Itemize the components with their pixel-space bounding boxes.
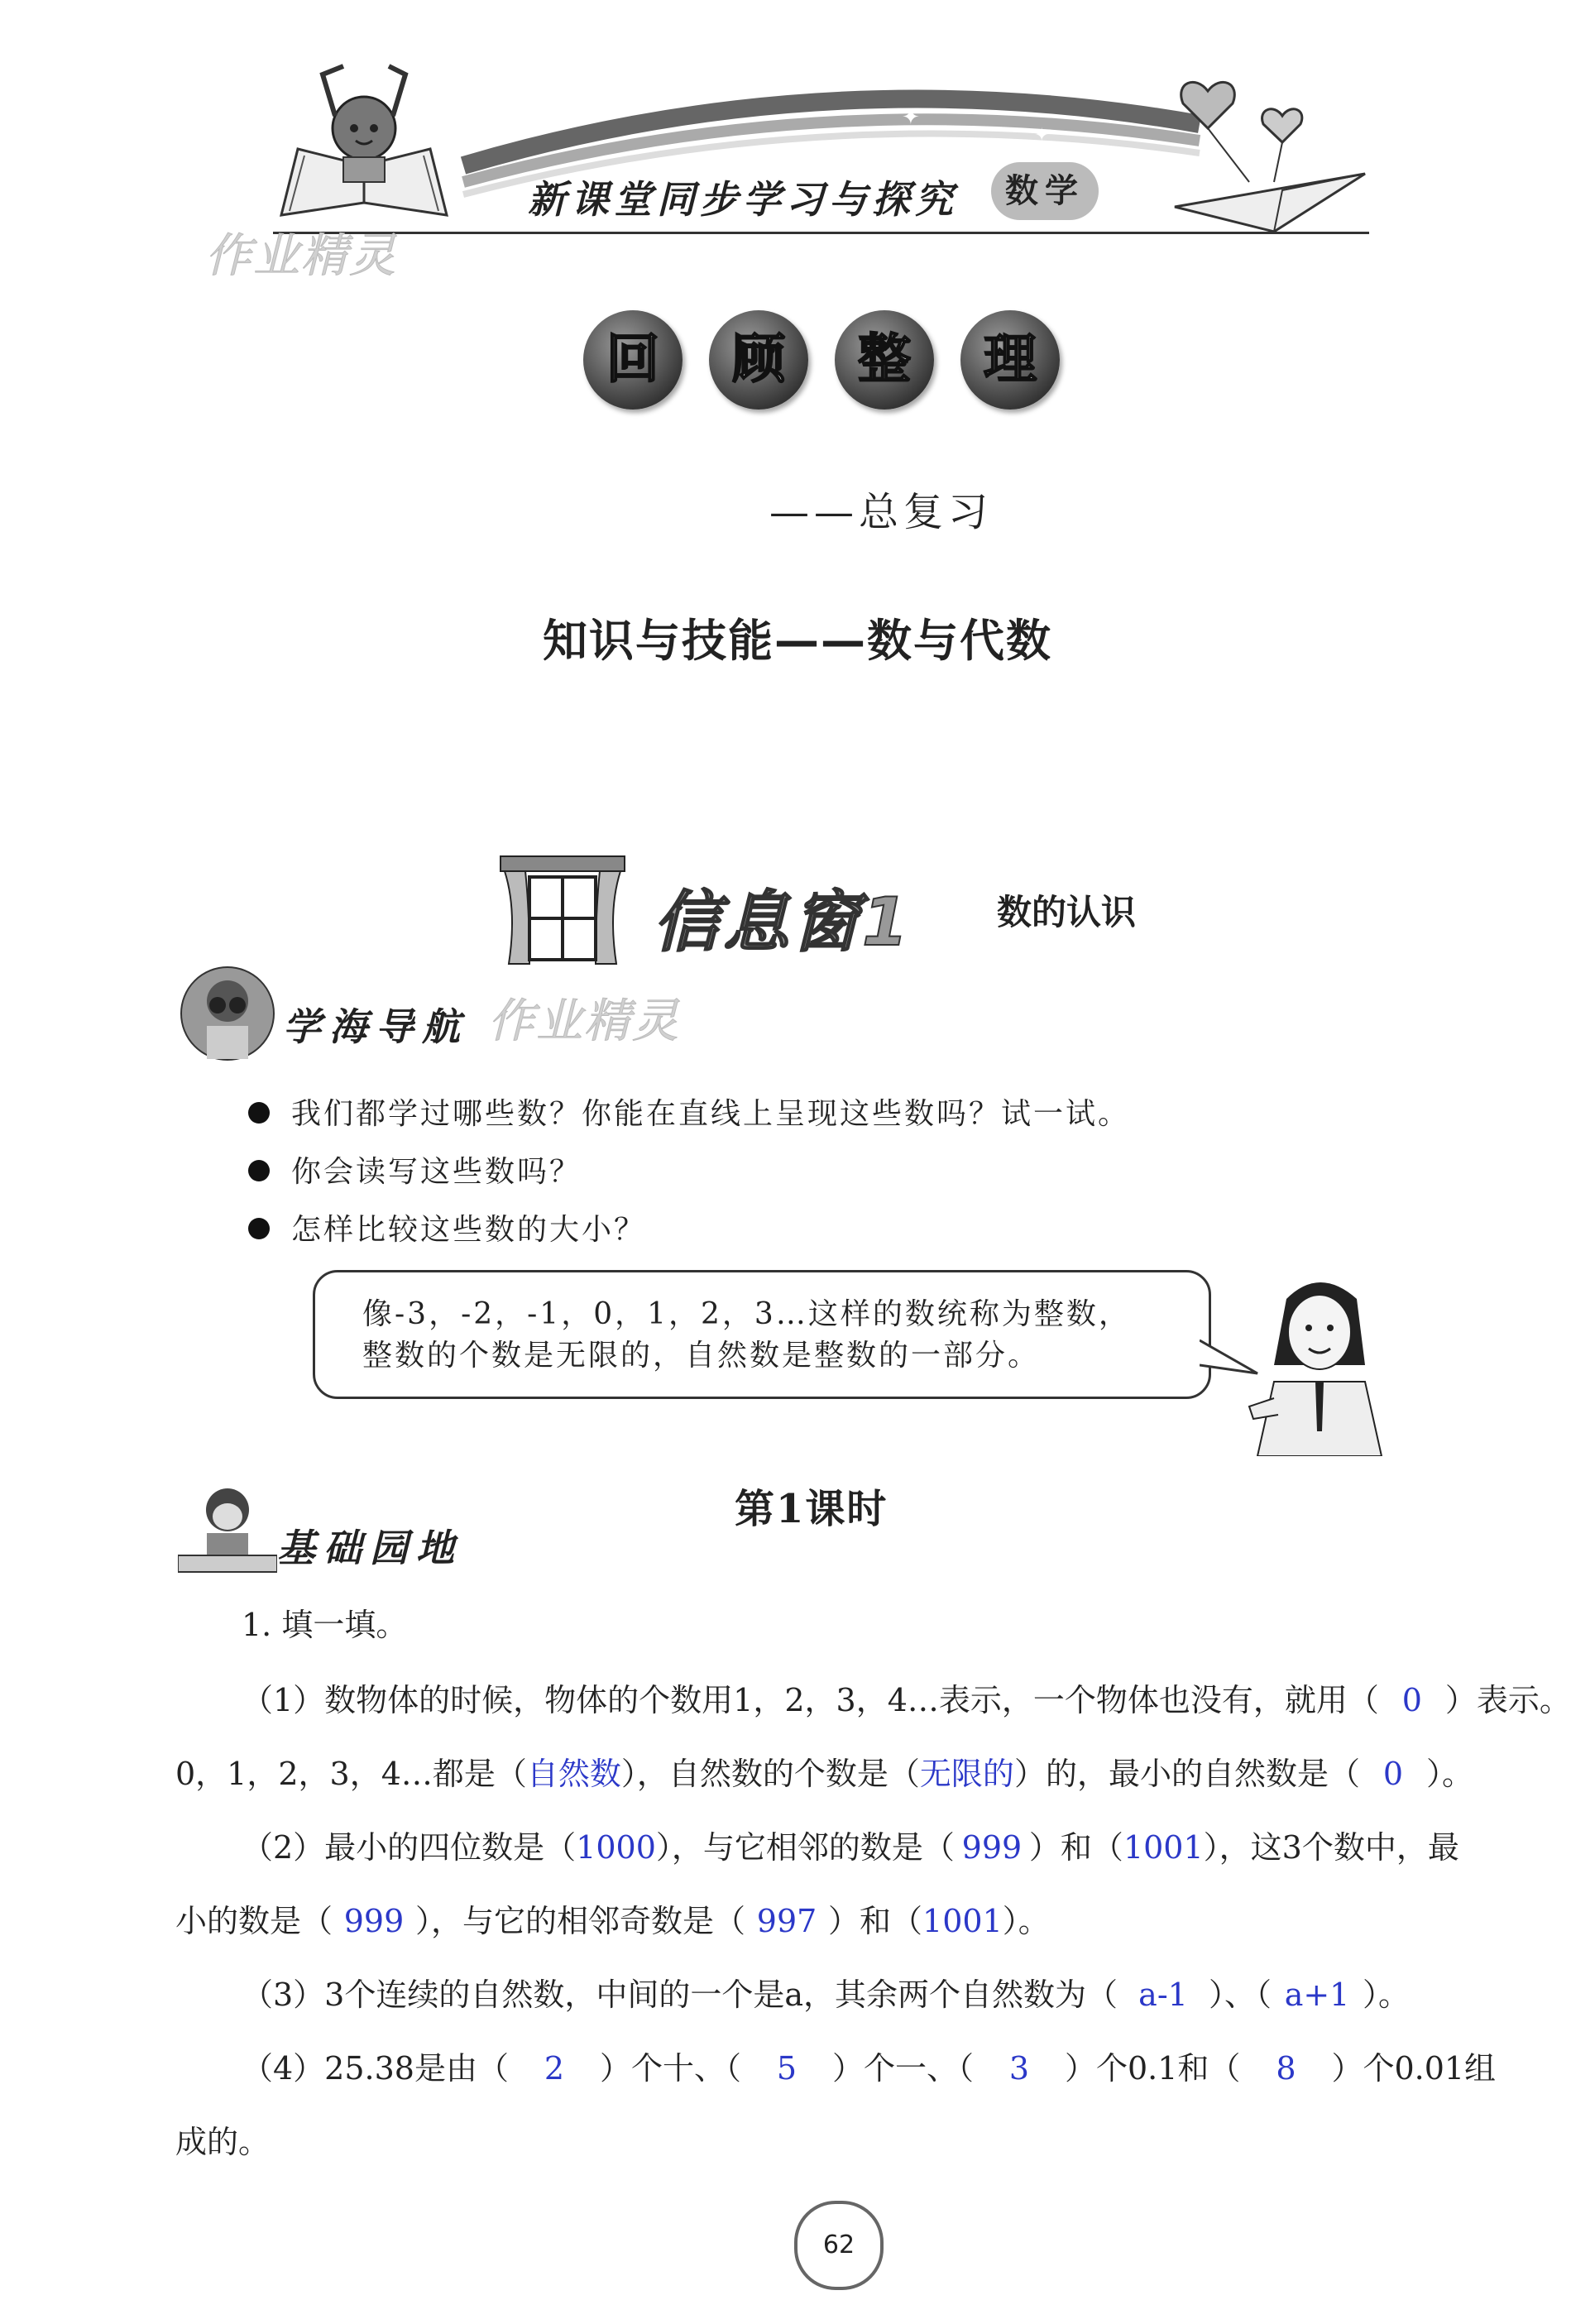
review-title	[583, 310, 1063, 418]
question-line: （3）3个连续的自然数，中间的一个是a，其余两个自然数为（ a-1 ）、（ a+1 ）。	[242, 1977, 1411, 2013]
bubble-line: 整数的个数是无限的，自然数是整数的一部分。	[362, 1339, 1041, 1373]
answer: 8	[1276, 2050, 1296, 2087]
paper-plane-icon	[1158, 66, 1373, 232]
review-subtitle: ——总复习	[769, 489, 994, 535]
review-char: 整	[835, 310, 934, 410]
answer: 1001	[1123, 1829, 1204, 1866]
bullet-icon	[248, 1218, 270, 1239]
window-icon	[496, 852, 629, 968]
answer: 999	[343, 1903, 405, 1939]
answer: 0	[1382, 1756, 1404, 1792]
lesson-title: 第1课时	[735, 1486, 889, 1532]
guide-bullet: 我们都学过哪些数？你能在直线上呈现这些数吗？试一试。	[248, 1090, 1130, 1133]
subject-badge: 数学	[991, 162, 1099, 220]
svg-text:✦: ✦	[1034, 125, 1050, 146]
answer: 2	[544, 2050, 565, 2087]
question-line: （1）数物体的时候，物体的个数用1，2，3，4…表示，一个物体也没有，就用（ 0 ）表示。	[242, 1682, 1571, 1718]
question-line: （4）25.38是由（ 2 ）个十、（ 5 ）个一、（ 3 ）个0.1和（ 8 ）个0.01组	[242, 2050, 1497, 2087]
guide-bullet: 你会读写这些数吗？	[248, 1148, 582, 1191]
answer: 1001	[922, 1903, 1003, 1939]
watermark: 作业精灵	[488, 994, 680, 1048]
question-line: 小的数是（ 999 ），与它的相邻奇数是（ 997 ）和（1001）。	[175, 1903, 1050, 1939]
watermark: 作业精灵	[205, 229, 397, 283]
header-divider	[273, 232, 1369, 234]
svg-text:✦: ✦	[902, 105, 920, 130]
bubble-line: 像-3，-2，-1，0，1，2，3…这样的数统称为整数，	[362, 1297, 1131, 1331]
student-binoculars-icon	[178, 964, 277, 1063]
question-label: 1. 填一填。	[242, 1607, 408, 1643]
girl-reading-icon	[265, 50, 463, 223]
book-title: 新课堂同步学习与探究	[528, 177, 958, 222]
info-station-topic: 数的认识	[997, 892, 1137, 932]
question-line: 0，1，2，3，4…都是（自然数），自然数的个数是（无限的）的，最小的自然数是（ 0 ）。	[175, 1756, 1473, 1792]
question-line: （2）最小的四位数是（1000），与它相邻的数是（ 999 ）和（1001），这3个数中，最	[242, 1829, 1459, 1866]
answer: 997	[756, 1903, 817, 1939]
student-writing-icon	[178, 1485, 277, 1576]
answer: 无限的	[919, 1756, 1014, 1792]
answer: 自然数	[526, 1756, 621, 1792]
guide-title: 学海导航	[283, 1004, 468, 1049]
answer: 1000	[576, 1829, 656, 1866]
teacher-girl-icon	[1241, 1266, 1398, 1456]
info-station-label: 信息窗1	[654, 884, 912, 961]
review-char: 理	[960, 310, 1060, 410]
answer: 0	[1401, 1682, 1422, 1718]
info-station-logo	[496, 852, 960, 968]
bullet-icon	[248, 1102, 270, 1124]
answer: a+1	[1284, 1977, 1350, 2013]
answer: 5	[776, 2050, 798, 2087]
bullet-icon	[248, 1160, 270, 1181]
page-number: 62	[794, 2201, 884, 2290]
review-char: 回	[583, 310, 683, 410]
review-char: 顾	[709, 310, 808, 410]
page-heading: 知识与技能——数与代数	[543, 615, 1052, 667]
basics-title: 基础园地	[277, 1526, 462, 1570]
answer: 3	[1008, 2050, 1030, 2087]
guide-bullet: 怎样比较这些数的大小？	[248, 1206, 646, 1248]
question-line: 成的。	[175, 2124, 271, 2160]
answer: a-1	[1138, 1977, 1188, 2013]
answer: 999	[961, 1829, 1023, 1866]
